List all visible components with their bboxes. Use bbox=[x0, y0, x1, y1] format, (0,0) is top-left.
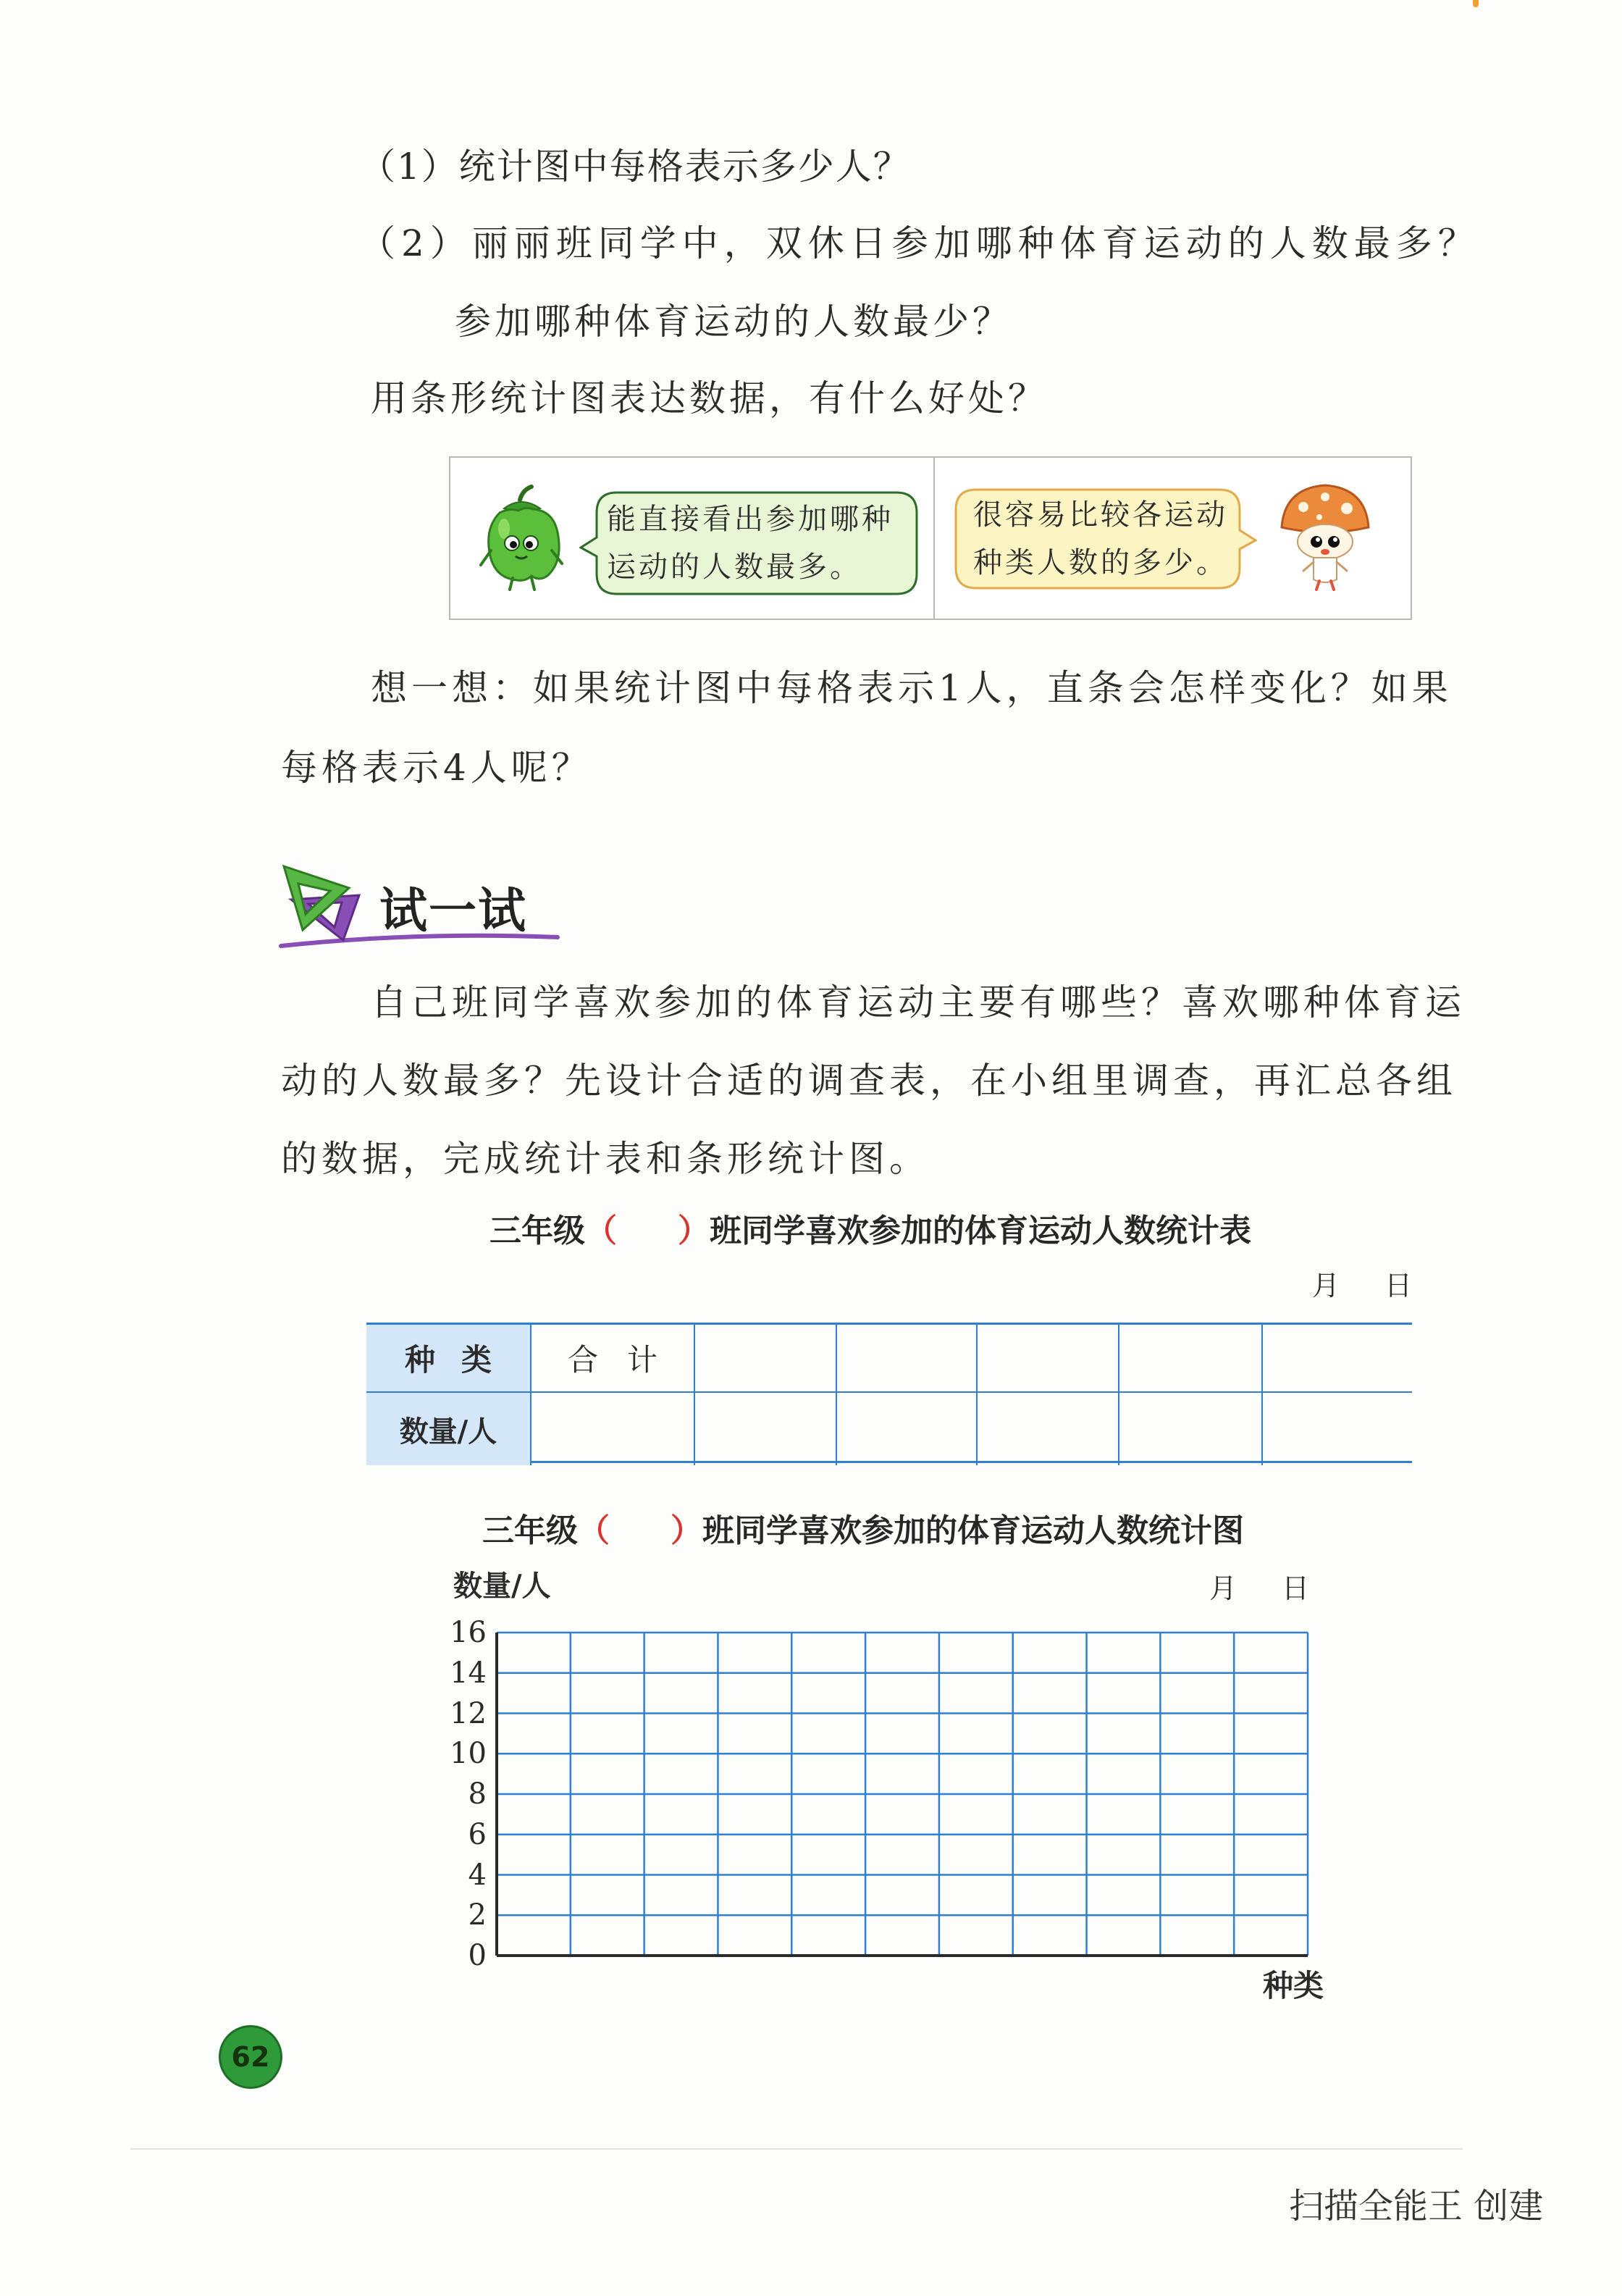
table-cell bbox=[1263, 1325, 1412, 1393]
table-cell bbox=[837, 1393, 978, 1465]
scanner-watermark: 扫描全能王 创建 bbox=[1289, 2186, 1544, 2226]
table-date-month: 月 bbox=[1312, 1270, 1340, 1302]
question-1: （1）统计图中每格表示多少人？ bbox=[359, 146, 911, 188]
page-number-badge: 62 bbox=[219, 2025, 282, 2089]
table-title-suffix: 班同学喜欢参加的体育运动人数统计表 bbox=[710, 1212, 1251, 1249]
pepper-mascot-icon bbox=[478, 484, 565, 592]
table-title bbox=[489, 1211, 1251, 1252]
question-3: 用条形统计图表达数据，有什么好处？ bbox=[371, 377, 1048, 419]
table-date-day: 日 bbox=[1384, 1270, 1413, 1302]
think-line-1: 想一想：如果统计图中每格表示1人，直条会怎样变化？如果 bbox=[371, 667, 1453, 709]
callout-divider bbox=[933, 456, 935, 620]
bubble-right-line-1: 很容易比较各运动 bbox=[973, 498, 1228, 532]
chart-date-day: 日 bbox=[1282, 1572, 1310, 1604]
table-cell bbox=[531, 1393, 695, 1465]
think-line-2: 每格表示4人呢？ bbox=[281, 747, 592, 789]
table-cell bbox=[695, 1325, 837, 1393]
table-header-category: 种类 bbox=[366, 1325, 531, 1393]
table-total-label: 合计 bbox=[531, 1325, 695, 1393]
y-tick-label: 0 bbox=[468, 1939, 487, 1972]
corner-mark bbox=[1473, 0, 1479, 7]
chart-y-axis-label: 数量/人 bbox=[453, 1569, 551, 1603]
y-tick-label: 2 bbox=[468, 1898, 487, 1932]
task-line-1: 自己班同学喜欢参加的体育运动主要有哪些？喜欢哪种体育运 bbox=[371, 981, 1466, 1023]
chart-x-axis-label: 种类 bbox=[1263, 1968, 1324, 2003]
table-cell bbox=[978, 1393, 1119, 1465]
chart-title-prefix: 三年级 bbox=[482, 1512, 578, 1549]
section-title: 试一试 bbox=[379, 883, 527, 939]
table-cell bbox=[978, 1325, 1119, 1393]
task-line-3: 的数据，完成统计表和条形统计图。 bbox=[281, 1138, 930, 1180]
table-cell bbox=[695, 1393, 837, 1465]
table-title-paren-close: ） bbox=[678, 1212, 710, 1249]
y-tick-label: 14 bbox=[450, 1656, 487, 1690]
table-title-paren-open: （ bbox=[585, 1212, 617, 1249]
chart-title-suffix: 班同学喜欢参加的体育运动人数统计图 bbox=[702, 1512, 1244, 1549]
bubble-left-line-2: 运动的人数最多。 bbox=[607, 550, 862, 584]
task-line-2: 动的人数最多？先设计合适的调查表，在小组里调查，再汇总各组 bbox=[281, 1060, 1457, 1102]
chart-title-paren-open: （ bbox=[578, 1512, 610, 1549]
survey-table bbox=[366, 1323, 1412, 1463]
y-tick-label: 10 bbox=[450, 1737, 487, 1771]
bubble-right-line-2: 种类人数的多少。 bbox=[973, 546, 1228, 579]
table-cell bbox=[1119, 1325, 1263, 1393]
mushroom-mascot-icon bbox=[1274, 481, 1376, 591]
y-tick-label: 6 bbox=[468, 1817, 487, 1851]
table-title-prefix: 三年级 bbox=[489, 1212, 585, 1249]
table-cell bbox=[837, 1325, 978, 1393]
y-tick-label: 8 bbox=[468, 1777, 487, 1811]
chart-title bbox=[482, 1511, 1244, 1551]
blank-bar-chart-grid bbox=[492, 1628, 1312, 1960]
chart-date-month: 月 bbox=[1209, 1572, 1237, 1604]
table-cell bbox=[1263, 1393, 1412, 1465]
chart-title-paren-close: ） bbox=[671, 1512, 702, 1549]
question-2-line-2: 参加哪种体育运动的人数最少？ bbox=[455, 301, 1012, 343]
y-tick-label: 4 bbox=[468, 1858, 487, 1892]
table-cell bbox=[1119, 1393, 1263, 1465]
question-2-line-1: （2）丽丽班同学中，双休日参加哪种体育运动的人数最多？ bbox=[359, 222, 1480, 264]
y-tick-label: 12 bbox=[450, 1696, 487, 1730]
bottom-rule bbox=[130, 2148, 1463, 2150]
y-tick-label: 16 bbox=[450, 1616, 487, 1649]
table-header-quantity: 数量/人 bbox=[366, 1393, 531, 1465]
bubble-left-line-1: 能直接看出参加哪种 bbox=[607, 503, 894, 536]
